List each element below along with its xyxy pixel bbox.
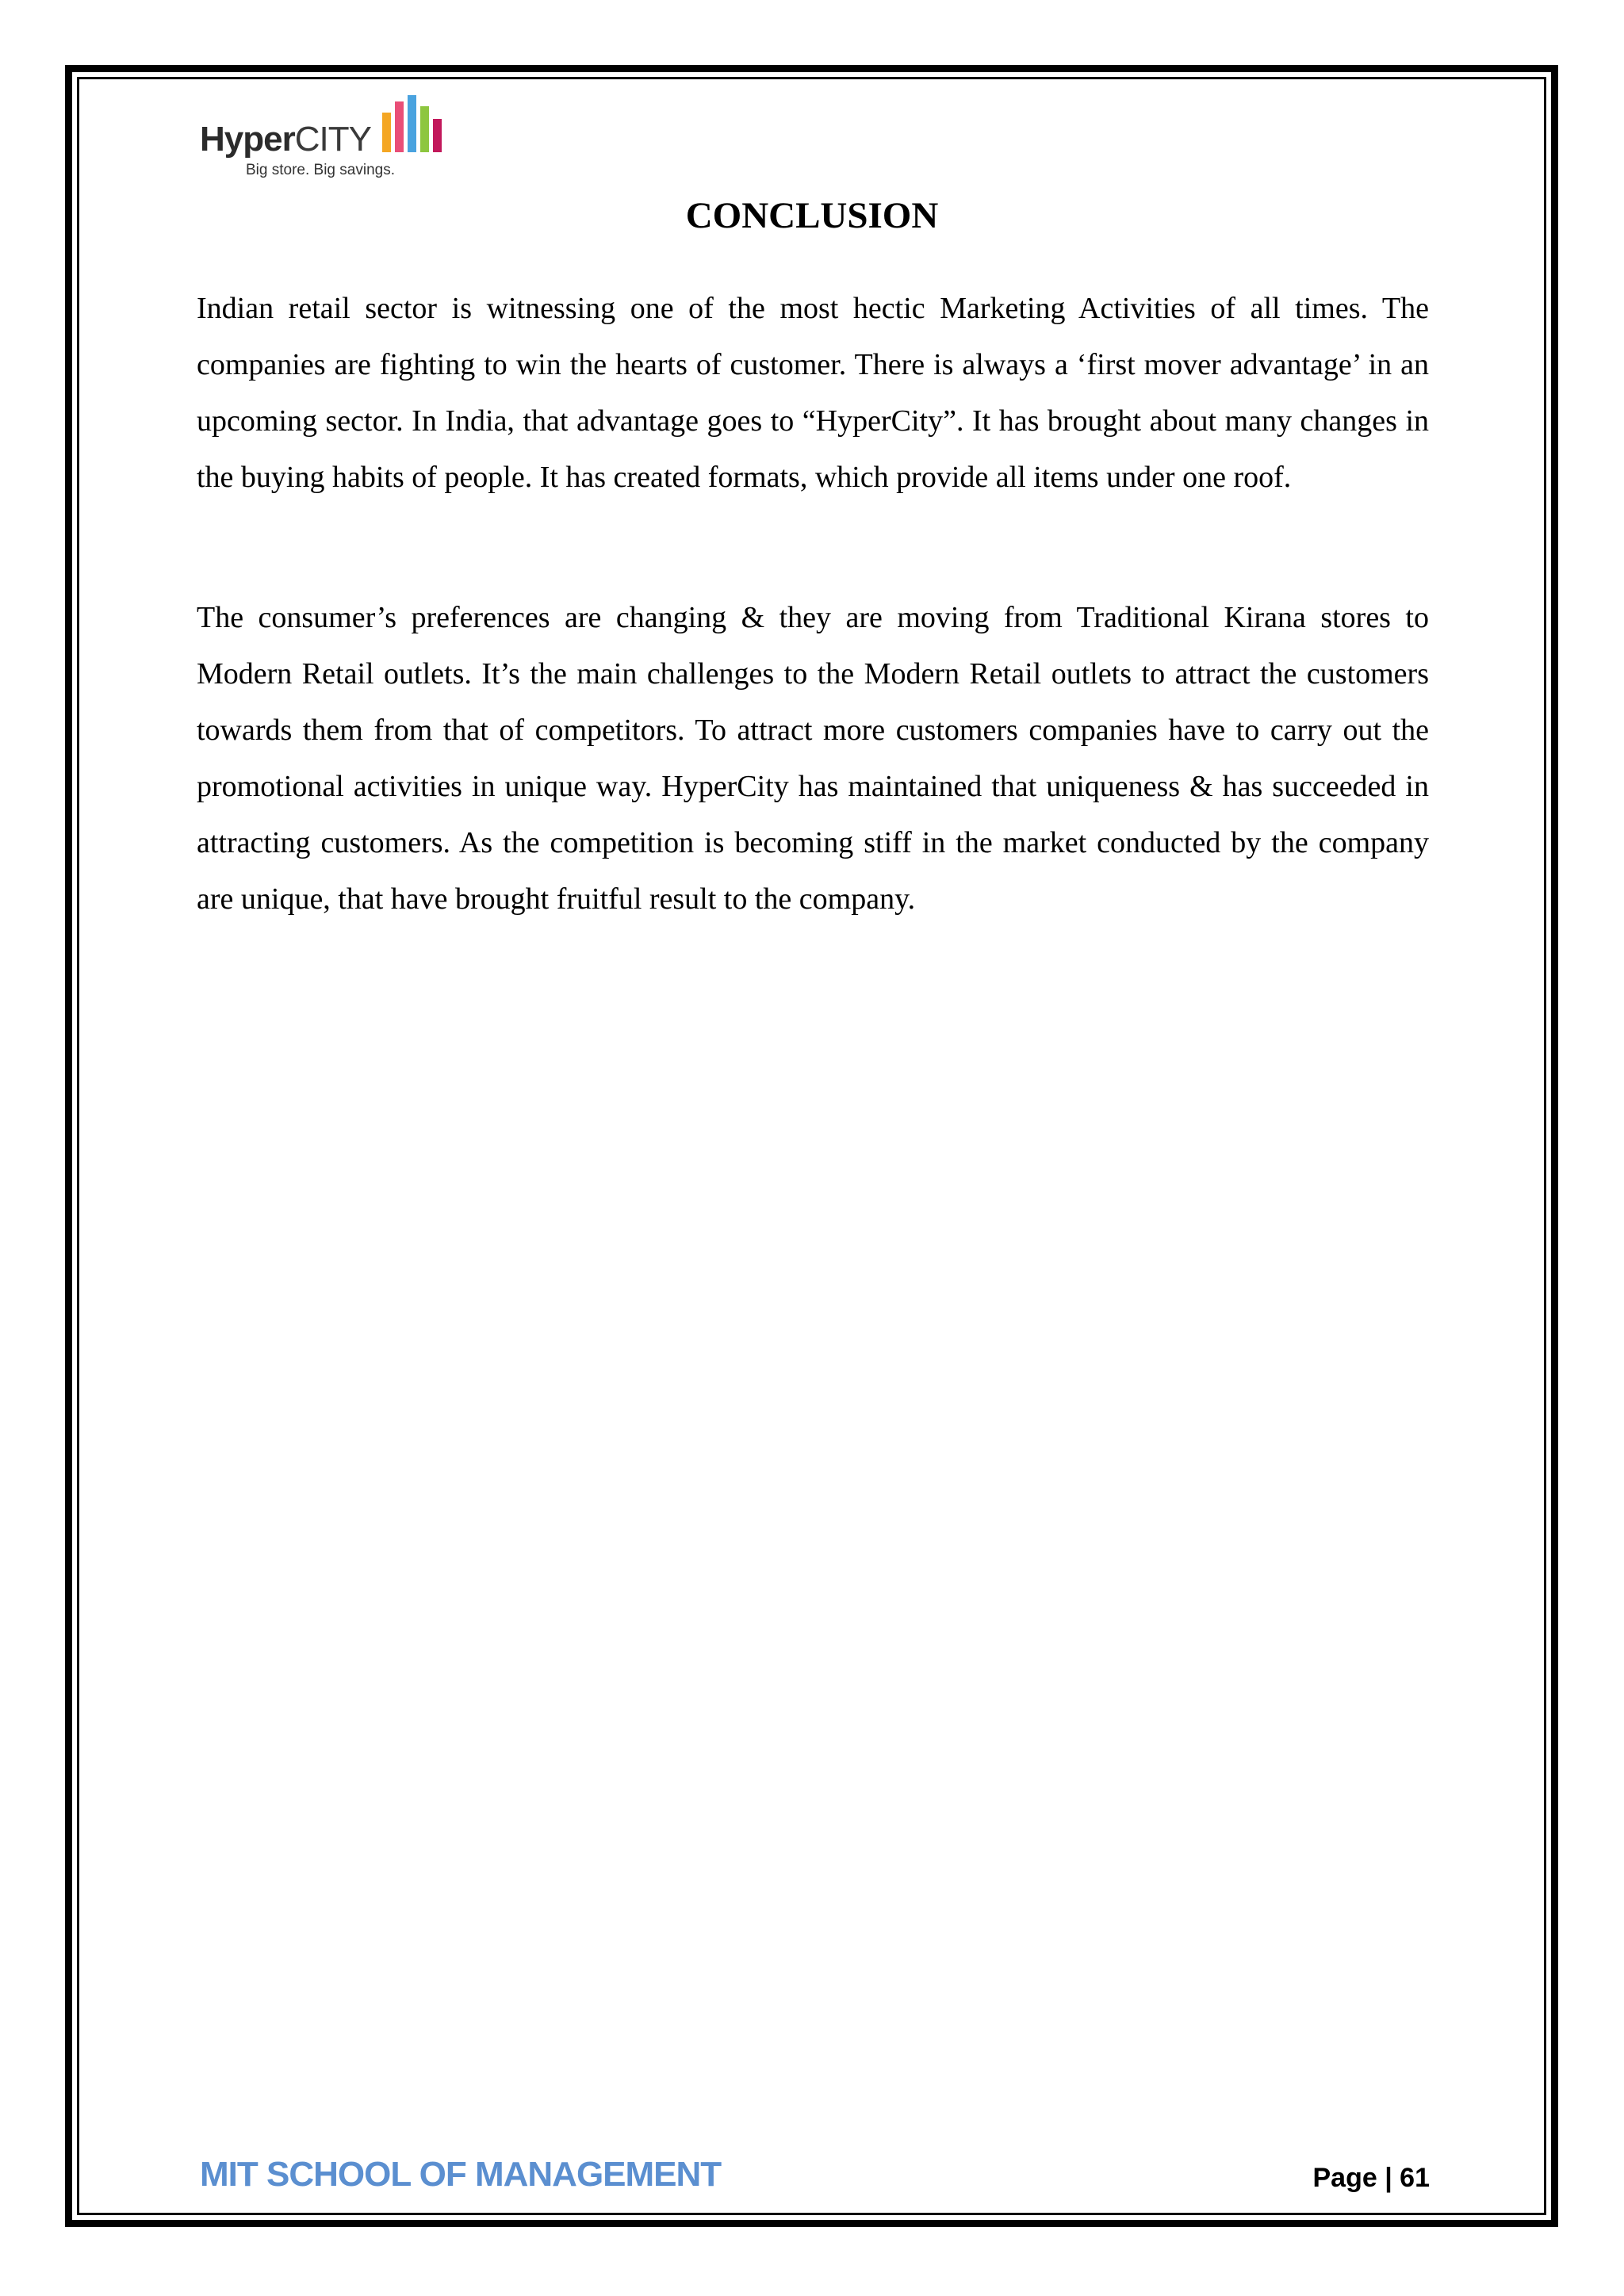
page-number: Page | 61	[1312, 2163, 1430, 2193]
page-title: CONCLUSION	[685, 195, 939, 236]
logo-brand-part2: CITY	[294, 120, 371, 159]
bar-chart-icon	[382, 95, 449, 152]
logo-bar-4	[420, 106, 429, 152]
logo-bar-3	[408, 95, 416, 152]
logo-bar-2	[395, 101, 404, 152]
logo-bar-1	[382, 113, 391, 152]
logo-brand-part1: Hyper	[200, 120, 295, 159]
logo-tagline: Big store. Big savings.	[246, 162, 395, 178]
body-paragraph-1: Indian retail sector is witnessing one of the most hectic Marketing Activities of all times. The companies are fighting to win the hearts of customer. There is always a ‘first mover advantage’ in an upcoming sector. In India, that advantage goes to “HyperCity”. It has brought about many changes in the buying habits of people. It has created formats, which provide all items under one roof.	[197, 292, 1429, 494]
hypercity-logo	[200, 95, 454, 181]
footer-institution: MIT SCHOOL OF MANAGEMENT	[200, 2155, 722, 2194]
body-paragraph-2: The consumer’s preferences are changing & they are moving from Traditional Kirana stores to Modern Retail outlets. It’s the main challenges to the Modern Retail outlets to attract the customers towards them from that of competitors. To attract more customers companies have to carry out the promotional activities in unique way. HyperCity has maintained that uniqueness & has succeeded in attracting customers. As the competition is becoming stiff in the market conducted by the company are unique, that have brought fruitful result to the company.	[197, 601, 1429, 916]
logo-wordmark	[200, 122, 371, 157]
logo-bar-5	[433, 119, 442, 152]
